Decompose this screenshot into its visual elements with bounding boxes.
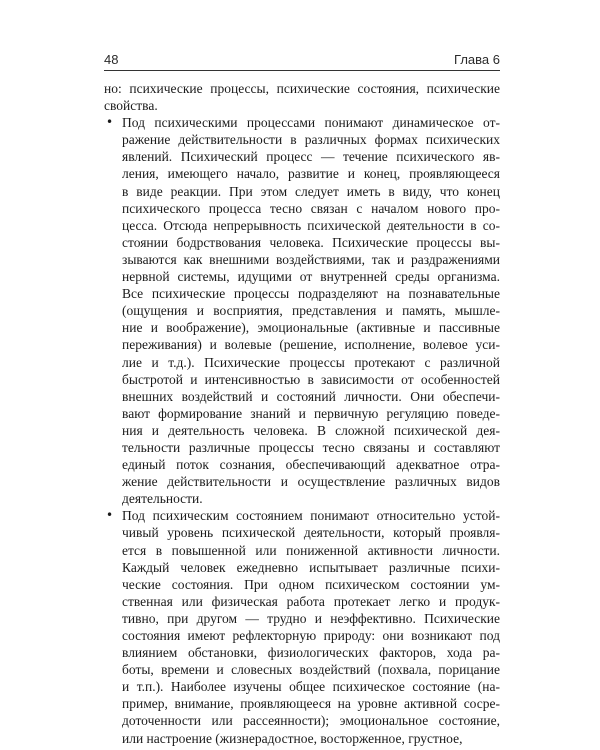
running-header — [104, 52, 500, 70]
header-rule — [104, 70, 500, 71]
text-line — [104, 405, 500, 422]
text-line: но: психические процессы, психические состояния, психические — [104, 81, 500, 96]
text-line — [104, 183, 500, 200]
line-text: деятельности. — [122, 491, 203, 507]
text-line — [104, 610, 500, 627]
text-line — [104, 114, 500, 131]
text-line — [104, 268, 500, 285]
line-text: вают формирование знаний и первичную регуляцию поведе- — [122, 405, 500, 421]
line-text: внешних воздействий и состояний личности. Они обеспечи- — [122, 388, 500, 404]
text-line — [104, 388, 500, 405]
line-text: ние и воображение), эмоциональные (активные и пассивные — [122, 320, 500, 336]
line-text: ления, имеющего начало, развитие и конец, проявляющееся — [122, 166, 500, 182]
text-line — [104, 712, 500, 729]
line-text: Под психическими процессами понимают динамическое от- — [122, 115, 500, 131]
text-line — [104, 593, 500, 610]
line-text: боты, времени и словесных воздействий (похвала, порицание — [122, 662, 500, 678]
text-line — [104, 285, 500, 302]
text-line — [104, 559, 500, 576]
line-text: чивый уровень психической деятельности, который проявля- — [122, 525, 500, 541]
line-text: ния и деятельность человека. В сложной психической дея- — [122, 422, 500, 438]
text-line — [104, 542, 500, 559]
line-text: психического процесса тесно связан с началом нового про- — [122, 200, 500, 216]
text-line — [104, 490, 500, 507]
line-text: единый поток сознания, обеспечивающий адекватное отра- — [122, 457, 500, 473]
text-line — [104, 661, 500, 678]
bullet-marker: • — [106, 508, 114, 523]
text-line — [104, 251, 500, 268]
text-line — [104, 217, 500, 234]
line-text: стоянии бодрствования человека. Психические процессы вы- — [122, 234, 500, 250]
line-text: Каждый человек ежедневно испытывает различные психи- — [122, 559, 500, 575]
line-text: пример, внимание, проявляющееся на уровне активной сосре- — [122, 696, 500, 712]
text-line — [104, 422, 500, 439]
page-number: 48 — [104, 52, 119, 67]
text-line — [104, 456, 500, 473]
text-line — [104, 507, 500, 524]
line-text: ственная или физическая работа протекает легко и продук- — [122, 593, 500, 609]
text-line — [104, 131, 500, 148]
line-text: доточенности или рассеянности); эмоциональное состояние, — [122, 713, 500, 729]
line-text: состояния имеют рефлекторную природу: они возникают под — [122, 628, 500, 643]
line-text: Под психическим состоянием понимают относительно устой- — [122, 508, 500, 524]
line-text: цесса. Отсюда непрерывность психической деятельности в со- — [122, 217, 500, 233]
line-text: влиянием обстановки, физиологических факторов, хода ра- — [122, 645, 500, 661]
text-line — [104, 576, 500, 593]
text-line: свойства. — [104, 98, 158, 114]
line-text: тельности различные процессы тесно связаны и составляют — [122, 439, 500, 455]
text-line — [104, 439, 500, 456]
text-line — [104, 695, 500, 712]
text-line — [104, 336, 500, 353]
bullet-item-processes — [104, 114, 500, 507]
chapter-title: Глава 6 — [454, 52, 500, 67]
text-line — [104, 473, 500, 490]
text-line — [104, 730, 500, 747]
text-line — [104, 165, 500, 182]
text-line — [104, 354, 500, 371]
line-text: ется в повышенной или пониженной активности личности. — [122, 542, 500, 558]
text-line — [104, 678, 500, 695]
line-text: ражение действительности в различных формах психических — [122, 132, 500, 148]
intro-paragraph — [104, 80, 500, 114]
line-text: зываются как внешними воздействиями, так и раздражениями — [122, 251, 500, 267]
line-text: или настроение (жизнерадостное, восторженное, грустное, — [122, 730, 463, 746]
text-line — [104, 627, 500, 644]
line-text: и т.п.). Наиболее изучены общее психическое состояние (на- — [122, 679, 500, 695]
text-line — [104, 644, 500, 661]
text-line — [104, 148, 500, 165]
text-line — [104, 234, 500, 251]
text-line — [104, 319, 500, 336]
bullet-item-states — [104, 507, 500, 746]
line-text: нервной системы, идущими от внутренней среды организма. — [122, 269, 500, 285]
line-text: Все психические процессы подразделяют на познавательные — [122, 286, 500, 302]
body-text — [104, 80, 500, 747]
line-text: в виде реакции. При этом следует иметь в виду, что конец — [122, 183, 500, 199]
text-line — [104, 200, 500, 217]
text-line — [104, 302, 500, 319]
line-text: лие и т.д.). Психические процессы протекают с различной — [122, 354, 500, 370]
text-line — [104, 371, 500, 388]
line-text: ческие состояния. При одном психическом состоянии ум- — [122, 576, 500, 592]
text-line — [104, 524, 500, 541]
bullet-marker: • — [106, 115, 114, 130]
line-text: переживания) и волевые (решение, исполнение, волевое уси- — [122, 337, 500, 353]
line-text: жение действительности и осуществление различных видов — [122, 474, 500, 490]
line-text: явлений. Психический процесс — течение психического яв- — [122, 149, 500, 165]
line-text: быстротой и интенсивностью в зависимости от особенностей — [122, 371, 500, 387]
line-text: тивно, при другом — трудно и неэффективно. Психические — [122, 610, 500, 626]
line-text: (ощущения и восприятия, представления и память, мышле- — [122, 303, 500, 319]
